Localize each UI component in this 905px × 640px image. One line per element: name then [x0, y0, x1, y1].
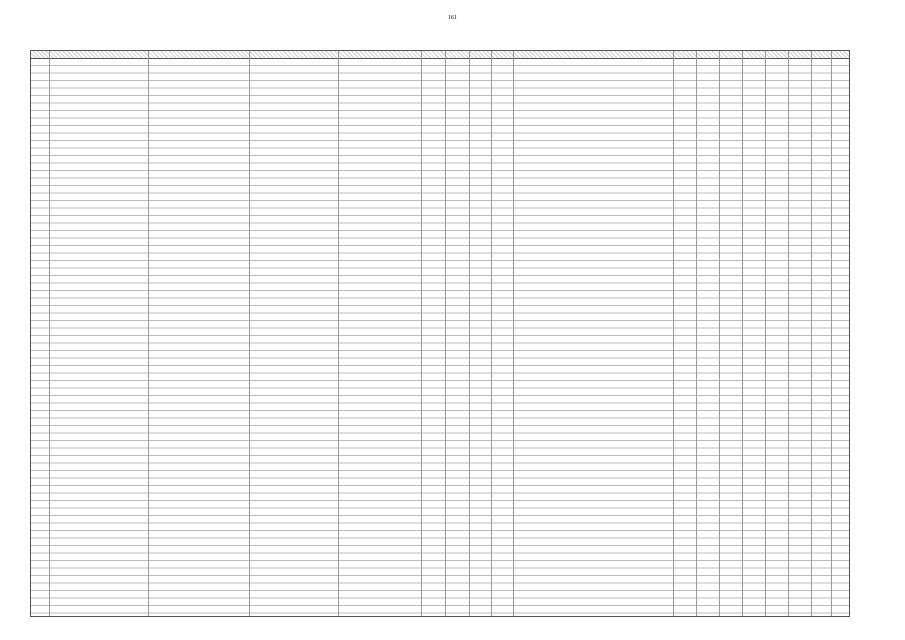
table-column-divider — [249, 51, 250, 616]
table-column-divider — [811, 51, 812, 616]
table-column-divider — [469, 51, 470, 616]
table-column-divider — [719, 51, 720, 616]
table-column-divider — [338, 51, 339, 616]
table-column-divider — [831, 51, 832, 616]
table-column-divider — [49, 51, 50, 616]
table-header-row — [31, 51, 849, 59]
table-column-divider — [696, 51, 697, 616]
page-number: 161 — [448, 15, 457, 21]
table-column-divider — [673, 51, 674, 616]
table-column-divider — [421, 51, 422, 616]
table-column-divider — [513, 51, 514, 616]
table-column-divider — [742, 51, 743, 616]
table-column-divider — [148, 51, 149, 616]
data-table — [30, 50, 850, 617]
table-column-divider — [788, 51, 789, 616]
table-column-divider — [491, 51, 492, 616]
table-column-divider — [765, 51, 766, 616]
table-column-divider — [445, 51, 446, 616]
